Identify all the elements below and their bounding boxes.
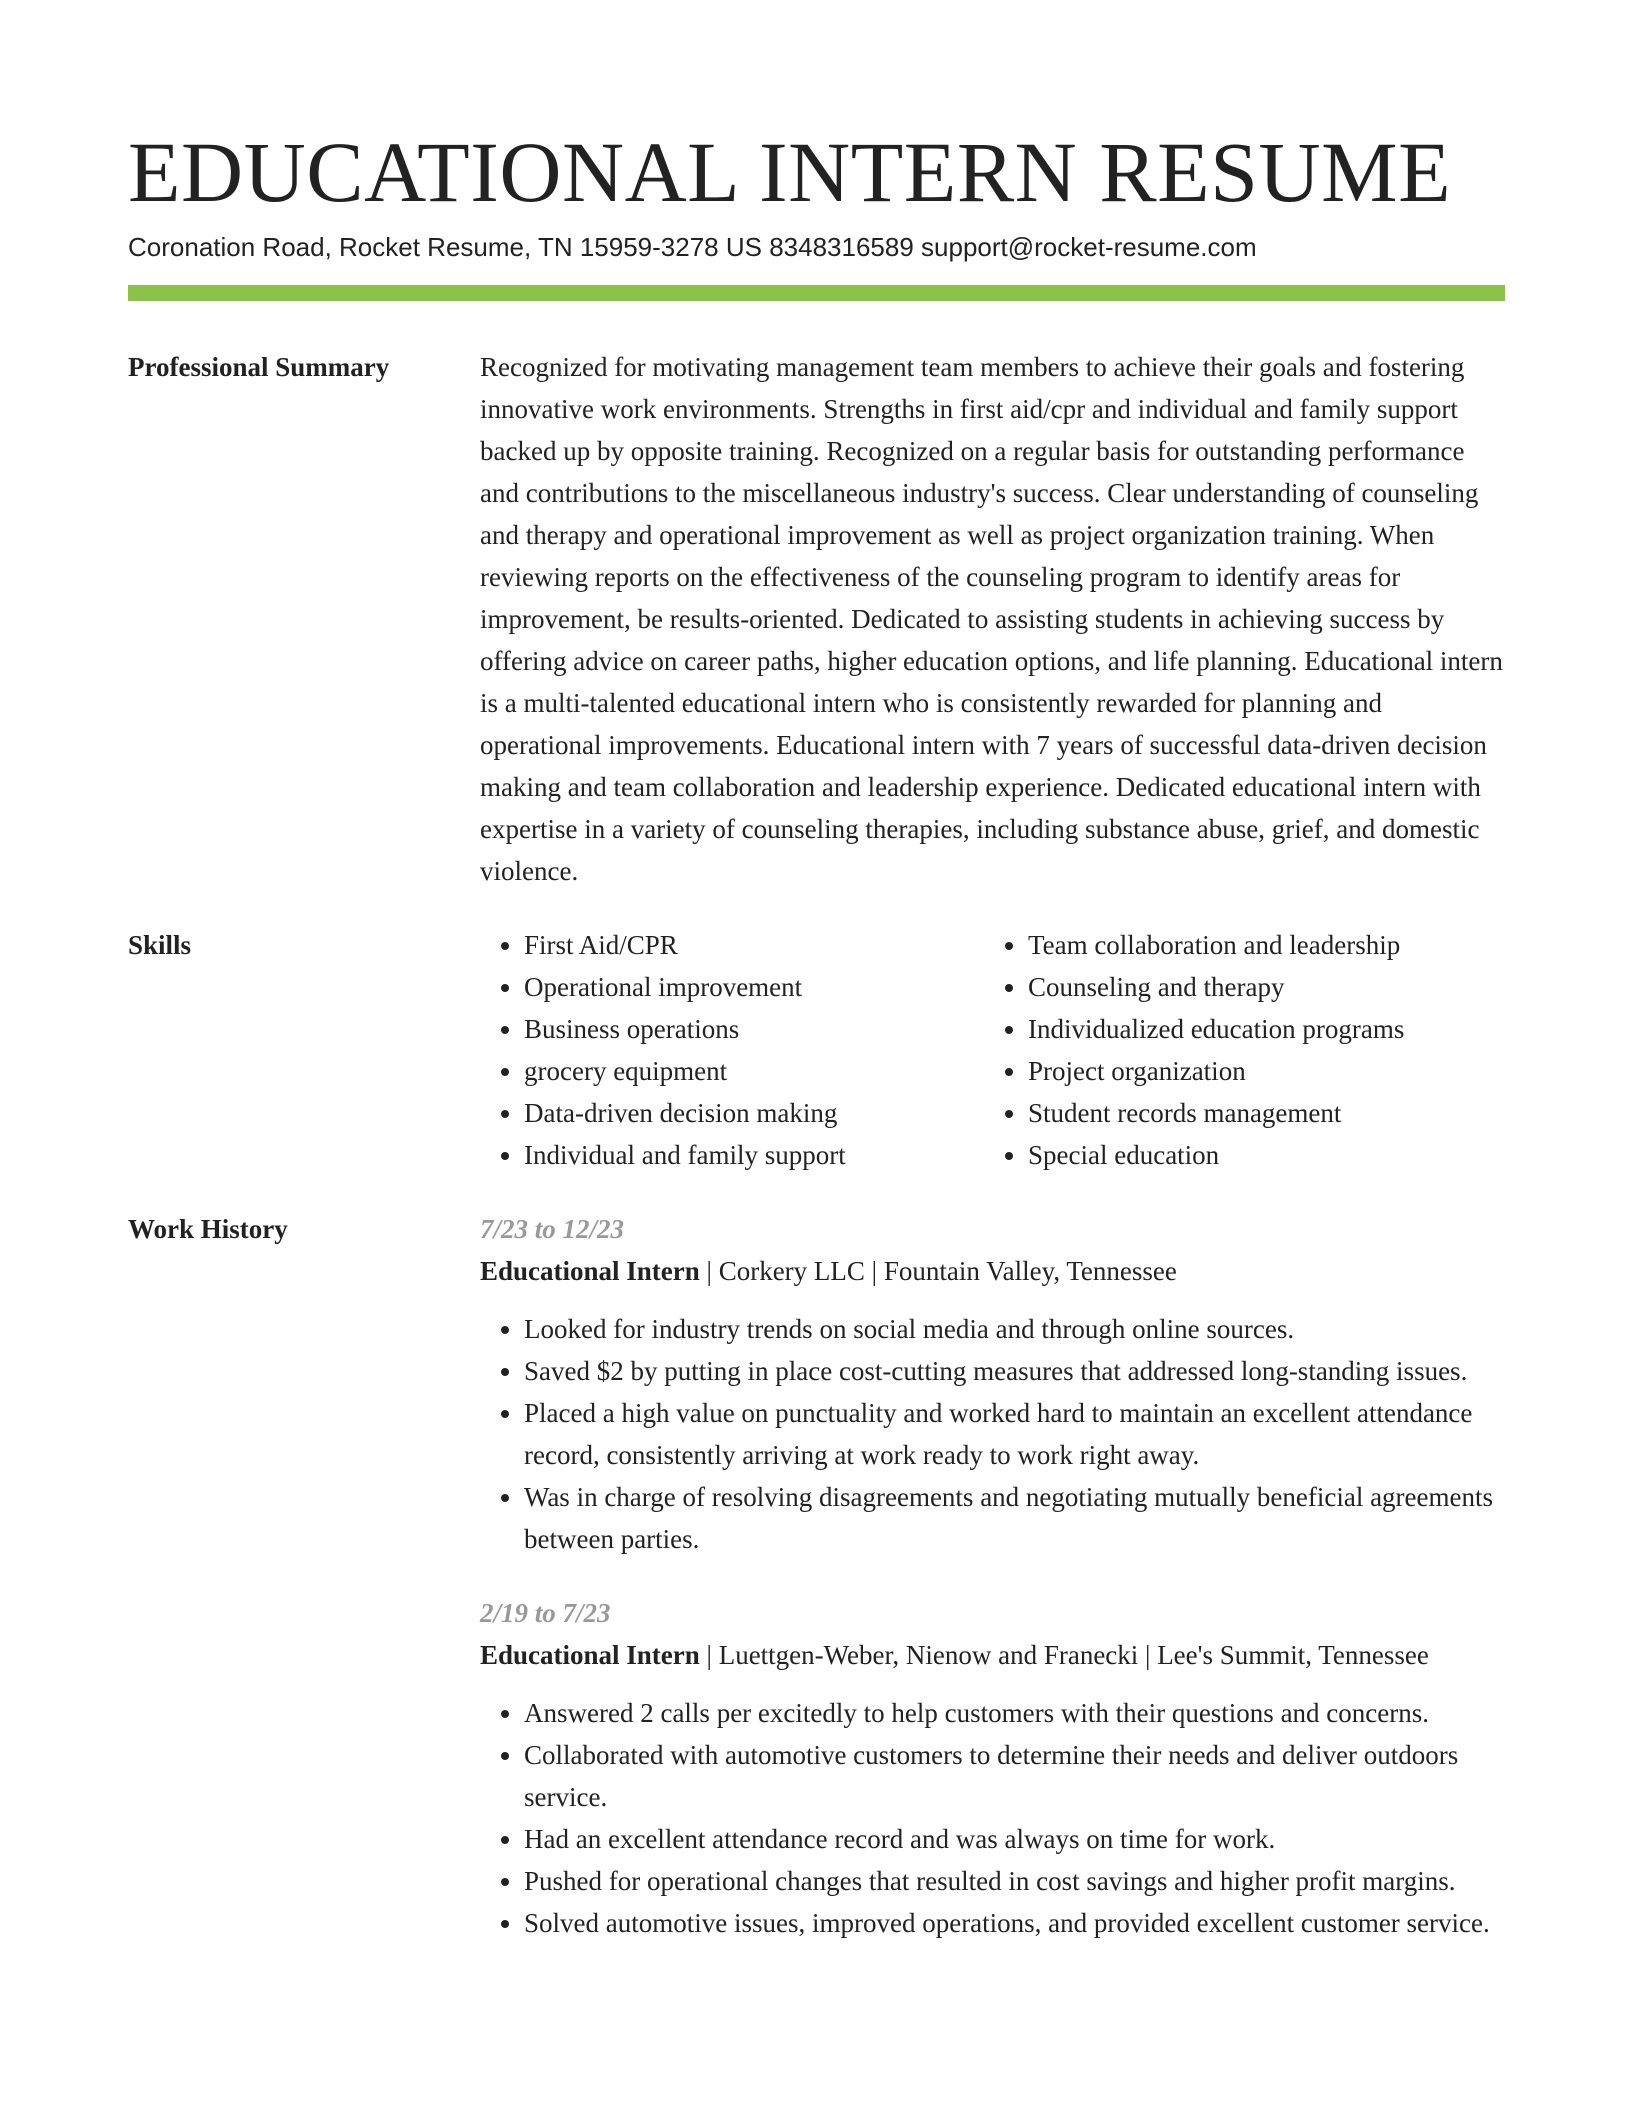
job-company-location: | Luettgen-Weber, Nienow and Franecki | Lee's Summit, Tennessee: [699, 1640, 1429, 1670]
skill-item: • Business operations: [524, 1008, 984, 1050]
job-bullet: • Answered 2 calls per excitedly to help customers with their questions and concerns.: [524, 1692, 1505, 1734]
job-bullet: • Solved automotive issues, improved operations, and provided excellent customer service.: [524, 1902, 1505, 1944]
skill-item: • Team collaboration and leadership: [1028, 924, 1548, 966]
skill-item: • Individual and family support: [524, 1134, 984, 1176]
skill-item: • Special education: [1028, 1134, 1548, 1176]
job-bullets: [480, 1308, 1505, 1560]
skill-item: • Data-driven decision making: [524, 1092, 984, 1134]
skills-section: [128, 924, 1505, 1176]
job-entry: [480, 1208, 1505, 1560]
job-entry: [480, 1592, 1505, 1944]
professional-summary-section: [128, 346, 1505, 892]
section-label-work-history: Work History: [128, 1214, 288, 1244]
job-bullet: • Had an excellent attendance record and was always on time for work.: [524, 1818, 1505, 1860]
job-bullet: • Saved $2 by putting in place cost-cutting measures that addressed long-standing issues.: [524, 1350, 1505, 1392]
job-dates: 2/19 to 7/23: [480, 1598, 611, 1628]
job-bullet: • Placed a high value on punctuality and worked hard to maintain an excellent attendance record, consistently arriving at work ready to work right away.: [524, 1392, 1505, 1476]
skill-item: • Student records management: [1028, 1092, 1548, 1134]
section-label-summary: Professional Summary: [128, 352, 390, 382]
job-heading: [480, 1634, 1505, 1676]
skills-grid: [480, 924, 1548, 1176]
job-company-location: | Corkery LLC | Fountain Valley, Tennessee: [699, 1256, 1177, 1286]
job-bullet: • Was in charge of resolving disagreements and negotiating mutually beneficial agreements between parties.: [524, 1476, 1505, 1560]
skill-item: • Operational improvement: [524, 966, 984, 1008]
job-title: Educational Intern: [480, 1256, 700, 1286]
job-heading: [480, 1250, 1505, 1292]
skills-column-1: [480, 924, 984, 1176]
job-title: Educational Intern: [480, 1640, 700, 1670]
skill-item: • First Aid/CPR: [524, 924, 984, 966]
resume-page: [128, 124, 1505, 1944]
job-bullet: • Collaborated with automotive customers to determine their needs and deliver outdoors service.: [524, 1734, 1505, 1818]
job-dates: 7/23 to 12/23: [480, 1214, 625, 1244]
accent-divider: [128, 285, 1505, 301]
resume-title: EDUCATIONAL INTERN RESUME: [128, 124, 1452, 220]
skills-column-2: [984, 924, 1548, 1176]
skill-item: • Project organization: [1028, 1050, 1548, 1092]
skill-item: • grocery equipment: [524, 1050, 984, 1092]
job-bullet: • Pushed for operational changes that resulted in cost savings and higher profit margins.: [524, 1860, 1505, 1902]
summary-body: [480, 346, 1505, 892]
work-history-section: [128, 1208, 1505, 1944]
skill-item: • Counseling and therapy: [1028, 966, 1548, 1008]
summary-text: Recognized for motivating management team members to achieve their goals and fostering innovative work environments. Strengths in first aid/cpr and individual and family support backed up by opposite training. Recognized on a regular basis for outstanding performance and contributions to the miscellaneous industry's success. Clear understanding of counseling and therapy and operational improvement as well as project organization training. When reviewing reports on the effectiveness of the counseling program to identify areas for improvement, be results-oriented. Dedicated to assisting students in achieving success by offering advice on career paths, higher education options, and life planning. Educational intern is a multi-talented educational intern who is consistently rewarded for planning and operational improvements. Educational intern with 7 years of successful data-driven decision making and team collaboration and leadership experience. Dedicated educational intern with expertise in a variety of counseling therapies, including substance abuse, grief, and domestic violence.: [480, 352, 1503, 886]
job-bullet: • Looked for industry trends on social media and through online sources.: [524, 1308, 1505, 1350]
contact-line: Coronation Road, Rocket Resume, TN 15959-3278 US 8348316589 support@rocket-resume.com: [128, 232, 1257, 262]
section-label-skills: Skills: [128, 930, 192, 960]
job-bullets: [480, 1692, 1505, 1944]
work-history-body: [480, 1208, 1505, 1944]
skill-item: • Individualized education programs: [1028, 1008, 1548, 1050]
